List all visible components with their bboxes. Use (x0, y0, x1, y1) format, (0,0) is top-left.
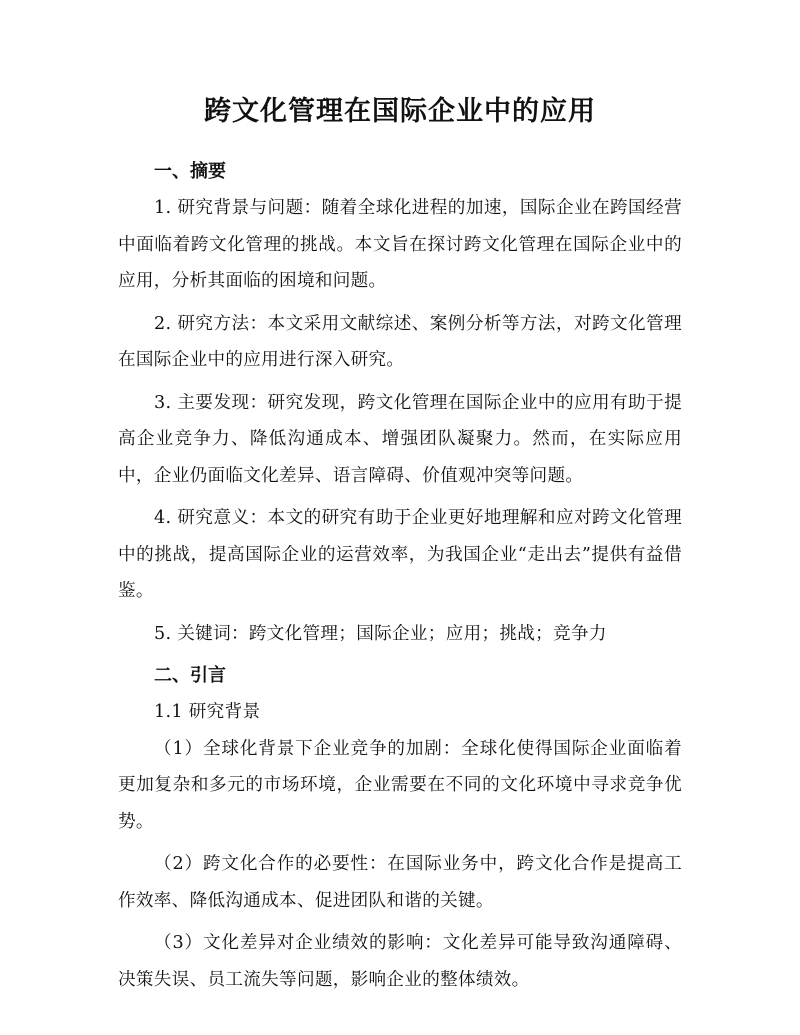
document-page (118, 92, 682, 998)
abstract-paragraph-1: 1. 研究背景与问题：随着全球化进程的加速，国际企业在跨国经营中面临着跨文化管理的挑战。本文旨在探讨跨文化管理在国际企业中的应用，分析其面临的困境和问题。 (118, 198, 682, 291)
intro-paragraph-3: （3）文化差异对企业绩效的影响：文化差异可能导致沟通障碍、决策失误、员工流失等问题，影响企业的整体绩效。 (118, 933, 682, 990)
document-title: 跨文化管理在国际企业中的应用 (204, 96, 596, 127)
abstract-paragraph-3: 3. 主要发现：研究发现，跨文化管理在国际企业中的应用有助于提高企业竞争力、降低沟通成本、增强团队凝聚力。然而，在实际应用中，企业仍面临文化差异、语言障碍、价值观冲突等问题。 (118, 392, 682, 486)
intro-paragraph-1: （1）全球化背景下企业竞争的加剧：全球化使得国际企业面临着更加复杂和多元的市场环境，企业需要在不同的文化环境中寻求竞争优势。 (118, 738, 682, 832)
abstract-paragraph-4: 4. 研究意义：本文的研究有助于企业更好地理解和应对跨文化管理中的挑战，提高国际企业的运营效率，为我国企业“走出去”提供有益借鉴。 (118, 508, 682, 601)
abstract-paragraph-2: 2. 研究方法：本文采用文献综述、案例分析等方法，对跨文化管理在国际企业中的应用进行深入研究。 (118, 313, 682, 370)
section-heading-abstract: 一、摘要 (154, 161, 226, 182)
section-heading-intro: 二、引言 (154, 665, 226, 686)
intro-paragraph-2: （2）跨文化合作的必要性：在国际业务中，跨文化合作是提高工作效率、降低沟通成本、促进团队和谐的关键。 (118, 854, 682, 911)
abstract-keywords: 5. 关键词：跨文化管理；国际企业；应用；挑战；竞争力 (154, 623, 607, 644)
subsection-heading-background: 1.1 研究背景 (154, 702, 261, 722)
